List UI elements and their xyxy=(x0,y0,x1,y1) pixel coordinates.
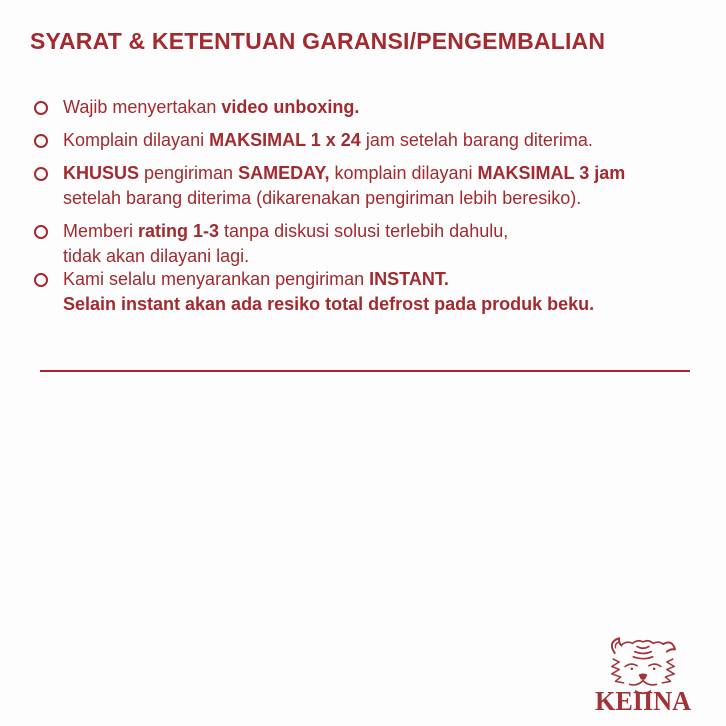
term-text xyxy=(63,161,625,211)
term-text-segment: Kami selalu menyarankan pengiriman xyxy=(63,269,370,289)
bullet-circle-icon xyxy=(34,167,48,181)
divider-line xyxy=(40,370,690,372)
term-text-segment: video unboxing. xyxy=(221,97,360,117)
bullet-circle-icon xyxy=(34,134,48,148)
bullet-circle-icon xyxy=(34,101,48,115)
term-text-segment: setelah barang diterima (dikarenakan pengiriman lebih beresiko). xyxy=(63,188,582,208)
page-title: SYARAT & KETENTUAN GARANSI/PENGEMBALIAN xyxy=(30,28,606,54)
term-text-segment: rating 1-3 xyxy=(138,221,220,241)
term-item-video-unboxing xyxy=(31,95,702,120)
term-text-segment: Memberi xyxy=(63,221,139,241)
term-item-rating xyxy=(31,219,702,269)
term-text xyxy=(63,95,359,120)
term-item-complaint-window xyxy=(31,128,702,153)
brand-wordmark: KEIINA xyxy=(594,686,692,716)
term-text-segment: pengiriman xyxy=(139,163,239,183)
term-text-segment: Selain instant akan ada resiko total defrost pada produk beku. xyxy=(63,294,595,314)
term-text-line xyxy=(63,161,625,186)
term-text xyxy=(63,128,593,153)
term-text-segment: komplain dilayani xyxy=(329,163,478,183)
term-text-segment: tanpa diskusi solusi terlebih dahulu, xyxy=(219,221,509,241)
term-item-instant-shipping xyxy=(31,267,702,317)
terms-list xyxy=(31,95,702,325)
term-text-segment: jam setelah barang diterima. xyxy=(360,130,593,150)
term-text-line xyxy=(63,186,625,211)
term-text-segment: INSTANT. xyxy=(369,269,449,289)
term-text-segment: Komplain dilayani xyxy=(63,130,210,150)
term-text-line xyxy=(63,267,594,292)
term-text-segment: tidak akan dilayani lagi. xyxy=(63,246,250,266)
term-text xyxy=(63,219,508,269)
bullet-circle-icon xyxy=(34,273,48,287)
term-text-segment: Wajib menyertakan xyxy=(63,97,222,117)
term-text-segment: MAKSIMAL 1 x 24 xyxy=(209,130,361,150)
brand-logo xyxy=(578,633,708,714)
term-text-line xyxy=(63,292,594,317)
term-text-segment: SAMEDAY, xyxy=(238,163,330,183)
term-text-segment: KHUSUS xyxy=(63,163,140,183)
bullet-circle-icon xyxy=(34,225,48,239)
term-text-segment: MAKSIMAL 3 jam xyxy=(477,163,626,183)
term-text-line xyxy=(63,219,508,244)
term-text xyxy=(63,267,594,317)
term-text-line xyxy=(63,244,508,269)
term-item-sameday xyxy=(31,161,702,211)
